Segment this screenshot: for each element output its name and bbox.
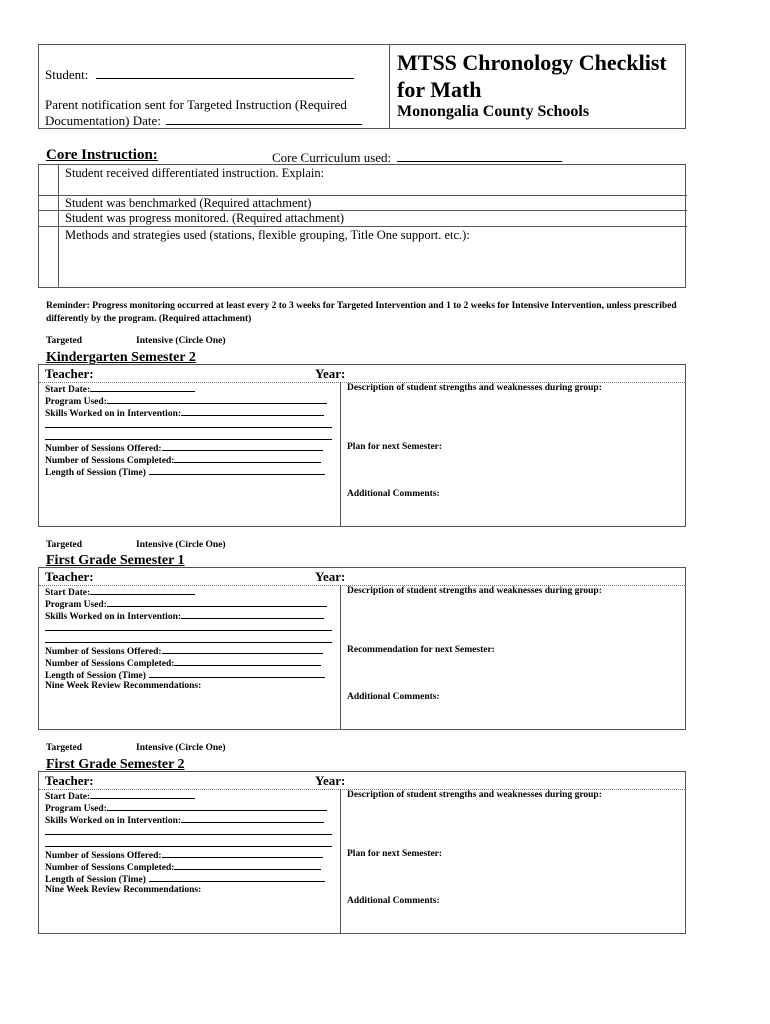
reminder-text	[46, 300, 736, 326]
semester-box	[38, 364, 686, 527]
plan-label: Recommendation for next Semester:	[347, 645, 495, 655]
start-date-field[interactable]: Start Date:	[45, 586, 195, 598]
student-name-field[interactable]	[96, 66, 354, 79]
header-divider	[389, 44, 390, 129]
program-used-field[interactable]: Program Used:	[45, 395, 327, 407]
core-row-methods: Methods and strategies used (stations, flexible grouping, Title One support. etc.):	[65, 228, 470, 242]
form-title-line2: for Math	[397, 77, 482, 102]
skills-extra-line[interactable]	[45, 630, 332, 631]
nine-week-review-label: Nine Week Review Recommendations:	[45, 681, 202, 691]
core-row-differentiated: Student received differentiated instruction. Explain:	[65, 166, 325, 180]
start-date-field[interactable]: Start Date:	[45, 790, 195, 802]
description-label: Description of student strengths and weaknesses during group:	[347, 383, 602, 393]
teacher-label: Teacher:	[45, 366, 94, 381]
core-row-progress-monitored: Student was progress monitored. (Required attachment)	[65, 211, 345, 225]
plan-label: Plan for next Semester:	[347, 849, 443, 859]
teacher-label: Teacher:	[45, 569, 94, 584]
program-used-field[interactable]: Program Used:	[45, 598, 327, 610]
core-instruction-table	[38, 164, 686, 288]
semester-box	[38, 567, 686, 730]
session-length-field[interactable]: Length of Session (Time)	[45, 669, 325, 681]
core-curriculum-field[interactable]	[397, 149, 562, 162]
additional-comments-label: Additional Comments:	[347, 692, 440, 702]
form-title-line1: MTSS Chronology Checklist	[397, 50, 667, 75]
year-label: Year:	[315, 366, 346, 381]
targeted-option[interactable]: Targeted	[46, 540, 83, 550]
sessions-offered-field[interactable]: Number of Sessions Offered:	[45, 645, 323, 657]
skills-worked-field[interactable]: Skills Worked on in Intervention:	[45, 610, 324, 622]
intensive-option[interactable]: Intensive (Circle One)	[136, 336, 226, 346]
student-line: Student:	[45, 66, 354, 82]
parent-notification-date-field[interactable]	[166, 112, 362, 125]
sessions-completed-field[interactable]: Number of Sessions Completed:	[45, 861, 321, 873]
targeted-option[interactable]: Targeted	[46, 743, 83, 753]
core-curriculum-label: Core Curriculum used:	[272, 150, 392, 165]
semester-box	[38, 771, 686, 934]
intensive-option[interactable]: Intensive (Circle One)	[136, 743, 226, 753]
plan-label: Plan for next Semester:	[347, 442, 443, 452]
skills-extra-line[interactable]	[45, 834, 332, 835]
session-length-field[interactable]: Length of Session (Time)	[45, 873, 325, 885]
teacher-label: Teacher:	[45, 773, 94, 788]
session-length-field[interactable]: Length of Session (Time)	[45, 466, 325, 478]
skills-extra-line[interactable]	[45, 427, 332, 428]
targeted-option[interactable]: Targeted	[46, 336, 83, 346]
parent-notification-line2	[45, 112, 362, 128]
sessions-offered-field[interactable]: Number of Sessions Offered:	[45, 442, 323, 454]
start-date-field[interactable]: Start Date:	[45, 383, 195, 395]
description-label: Description of student strengths and weaknesses during group:	[347, 790, 602, 800]
additional-comments-label: Additional Comments:	[347, 896, 440, 906]
intensive-option[interactable]: Intensive (Circle One)	[136, 540, 226, 550]
parent-notification-date-label: Documentation) Date:	[45, 113, 161, 128]
skills-extra-line[interactable]	[45, 642, 332, 643]
student-label: Student	[45, 67, 85, 82]
skills-extra-line[interactable]	[45, 846, 332, 847]
year-label: Year:	[315, 773, 346, 788]
semester-title: First Grade Semester 1	[46, 553, 185, 568]
year-label: Year:	[315, 569, 346, 584]
skills-worked-field[interactable]: Skills Worked on in Intervention:	[45, 814, 324, 826]
semester-column-divider	[340, 585, 341, 729]
semester-column-divider	[340, 789, 341, 933]
semester-column-divider	[340, 382, 341, 526]
core-row-benchmarked: Student was benchmarked (Required attachment)	[65, 196, 312, 210]
additional-comments-label: Additional Comments:	[347, 489, 440, 499]
form-subtitle: Monongalia County Schools	[397, 103, 590, 120]
sessions-offered-field[interactable]: Number of Sessions Offered:	[45, 849, 323, 861]
nine-week-review-label: Nine Week Review Recommendations:	[45, 885, 202, 895]
skills-extra-line[interactable]	[45, 439, 332, 440]
program-used-field[interactable]: Program Used:	[45, 802, 327, 814]
reminder-line1: Reminder: Progress monitoring occurred at least every 2 to 3 weeks for Targeted Intervention and 1 to 2 weeks for Intensive Intervention, unless prescribed	[46, 301, 677, 311]
core-instruction-heading: Core Instruction:	[46, 147, 158, 163]
parent-notification-line1: Parent notification sent for Targeted Instruction (Required	[45, 97, 347, 112]
core-row-divider	[39, 226, 687, 227]
semester-title: First Grade Semester 2	[46, 757, 185, 772]
sessions-completed-field[interactable]: Number of Sessions Completed:	[45, 454, 321, 466]
skills-worked-field[interactable]: Skills Worked on in Intervention:	[45, 407, 324, 419]
semester-title: Kindergarten Semester 2	[46, 350, 196, 365]
description-label: Description of student strengths and weaknesses during group:	[347, 586, 602, 596]
reminder-line2: differently by the program. (Required attachment)	[46, 314, 252, 324]
sessions-completed-field[interactable]: Number of Sessions Completed:	[45, 657, 321, 669]
